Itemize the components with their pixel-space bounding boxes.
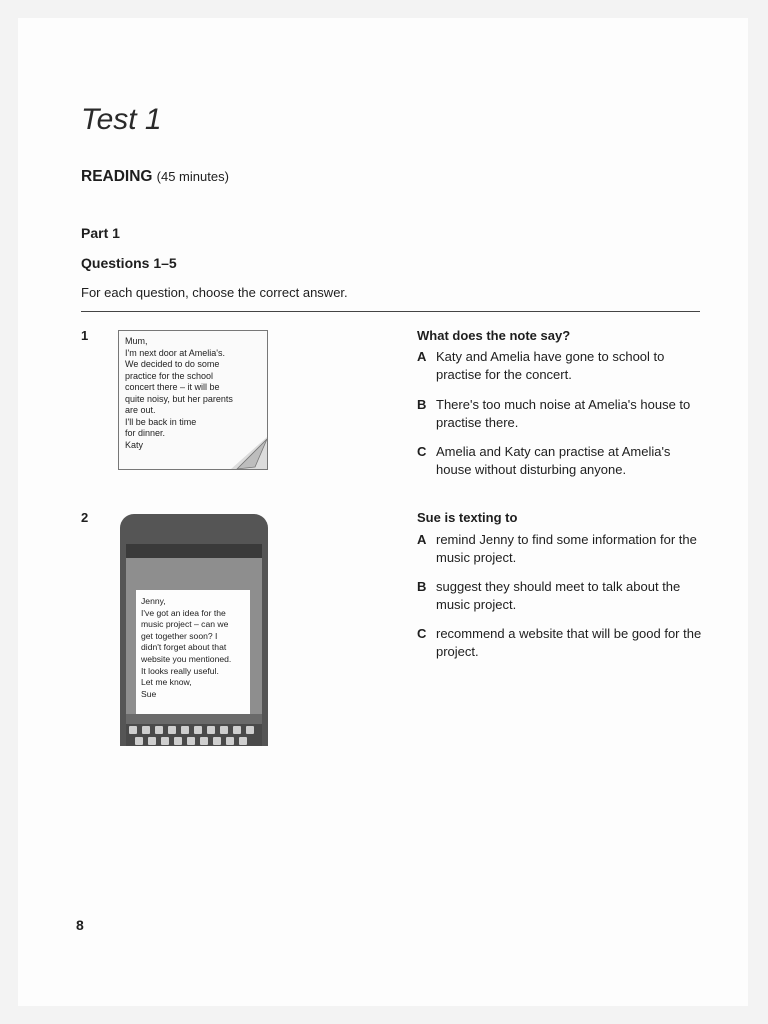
note-card <box>118 330 268 470</box>
divider <box>81 311 700 312</box>
option-a[interactable] <box>417 531 707 568</box>
note-line: We decided to do some <box>125 359 220 370</box>
option-letter: B <box>417 579 427 594</box>
message-line: I've got an idea for the <box>141 607 226 618</box>
note-line: are out. <box>125 405 156 416</box>
question-number: 2 <box>81 510 89 525</box>
option-text: recommend a website that will be good for the project. <box>436 626 702 660</box>
phone-image <box>120 514 268 746</box>
question-2-prompt: Sue is texting to <box>417 510 518 525</box>
page-number: 8 <box>76 917 84 933</box>
option-letter: A <box>417 349 427 364</box>
questions-heading: Questions 1–5 <box>81 255 177 271</box>
instructions: For each question, choose the correct answer. <box>81 285 348 300</box>
note-line: quite noisy, but her parents <box>125 393 233 404</box>
message-line: It looks really useful. <box>141 665 219 676</box>
note-line: practice for the school <box>125 370 214 381</box>
part-heading: Part 1 <box>81 225 120 241</box>
phone-screen <box>126 558 262 726</box>
section-heading <box>81 168 229 186</box>
option-text: Amelia and Katy can practise at Amelia's house without disturbing anyone. <box>436 444 671 478</box>
option-b[interactable] <box>417 396 707 433</box>
option-a[interactable] <box>417 348 707 385</box>
note-line: for dinner. <box>125 428 166 439</box>
keyboard-icon <box>126 724 262 746</box>
option-letter: C <box>417 626 427 641</box>
option-letter: C <box>417 444 427 459</box>
option-text: remind Jenny to find some information for the music project. <box>436 532 697 566</box>
note-line: Mum, <box>125 336 148 346</box>
test-title: Test 1 <box>81 103 162 136</box>
option-letter: A <box>417 532 427 547</box>
phone-status-bar <box>126 544 262 558</box>
section-name: READING <box>81 168 153 185</box>
page <box>18 18 748 1006</box>
note-line: I'm next door at Amelia's. <box>125 347 225 358</box>
option-text: suggest they should meet to talk about the music project. <box>436 579 681 613</box>
note-line: concert there – it will be <box>125 382 220 393</box>
option-text: Katy and Amelia have gone to school to practise for the concert. <box>436 349 665 383</box>
message-line: Jenny, <box>141 596 166 606</box>
page-curl-icon <box>231 437 267 469</box>
option-text: There's too much noise at Amelia's house to practise there. <box>436 397 691 431</box>
note-line: Katy <box>125 439 144 450</box>
section-duration: (45 minutes) <box>156 169 229 184</box>
message-line: website you mentioned. <box>141 653 232 664</box>
question-number: 1 <box>81 328 89 343</box>
message-line: Let me know, <box>141 677 192 688</box>
option-c[interactable] <box>417 625 707 662</box>
option-letter: B <box>417 397 427 412</box>
question-1-prompt: What does the note say? <box>417 328 571 343</box>
message-line: music project – can we <box>141 619 229 630</box>
message-line: get together soon? I <box>141 630 218 641</box>
phone-nav-row <box>126 714 262 724</box>
option-c[interactable] <box>417 443 707 480</box>
text-message <box>136 590 250 714</box>
note-line: I'll be back in time <box>125 416 197 427</box>
message-line: Sue <box>141 688 157 699</box>
option-b[interactable] <box>417 578 707 615</box>
message-line: didn't forget about that <box>141 642 227 653</box>
